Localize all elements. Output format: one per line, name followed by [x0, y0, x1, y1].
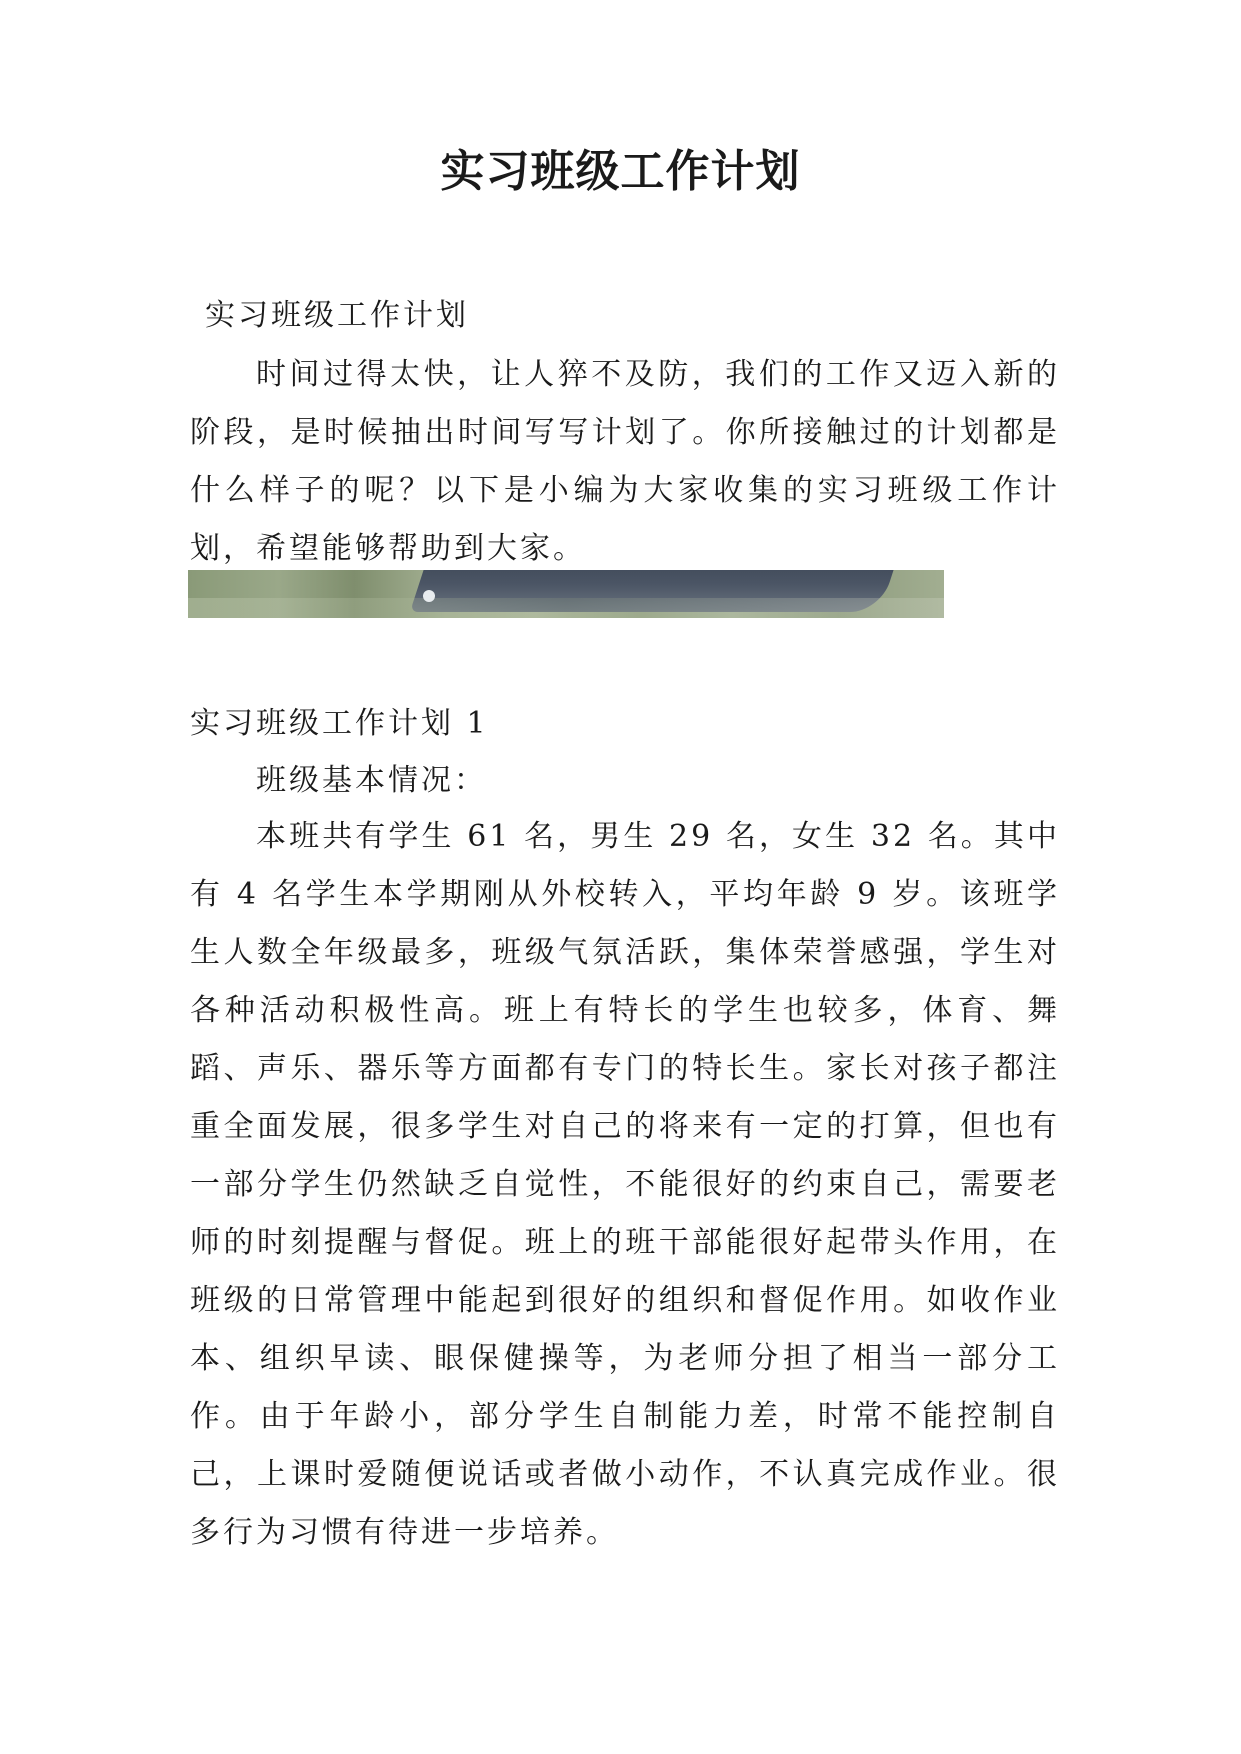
document-title: 实习班级工作计划: [440, 146, 801, 197]
document-subtitle: 实习班级工作计划: [205, 298, 469, 333]
banner-highlight: [423, 590, 435, 602]
section-body-paragraph: 本班共有学生 61 名，男生 29 名，女生 32 名。其中有 4 名学生本学期刚从外校转入，平均年龄 9 岁。该班学生人数全年级最多，班级气氛活跃，集体荣誉感强，学生对各种活动积极性高。班上有特长的学生也较多，体育、舞蹈、声乐、器乐等方面都有专门的特长生。家长对孩子都注重全面发展，很多学生对自己的将来有一定的打算，但也有一部分学生仍然缺乏自觉性，不能很好的约束自己，需要老师的时刻提醒与督促。班上的班干部能很好起带头作用，在班级的日常管理中能起到很好的组织和督促作用。如收作业本、组织早读、眼保健操等，为老师分担了相当一部分工作。由于年龄小，部分学生自制能力差，时常不能控制自己，上课时爱随便说话或者做小动作，不认真完成作业。很多行为习惯有待进一步培养。: [190, 819, 1060, 1550]
intro-paragraph: 时间过得太快，让人猝不及防，我们的工作又迈入新的阶段，是时候抽出时间写写计划了。你所接触过的计划都是什么样子的呢？以下是小编为大家收集的实习班级工作计划，希望能够帮助到大家。: [190, 357, 1060, 566]
banner-image: [188, 570, 944, 618]
section-heading: 实习班级工作计划 1: [190, 706, 489, 741]
banner-streak: [188, 598, 944, 618]
section-label: 班级基本情况：: [256, 763, 487, 798]
